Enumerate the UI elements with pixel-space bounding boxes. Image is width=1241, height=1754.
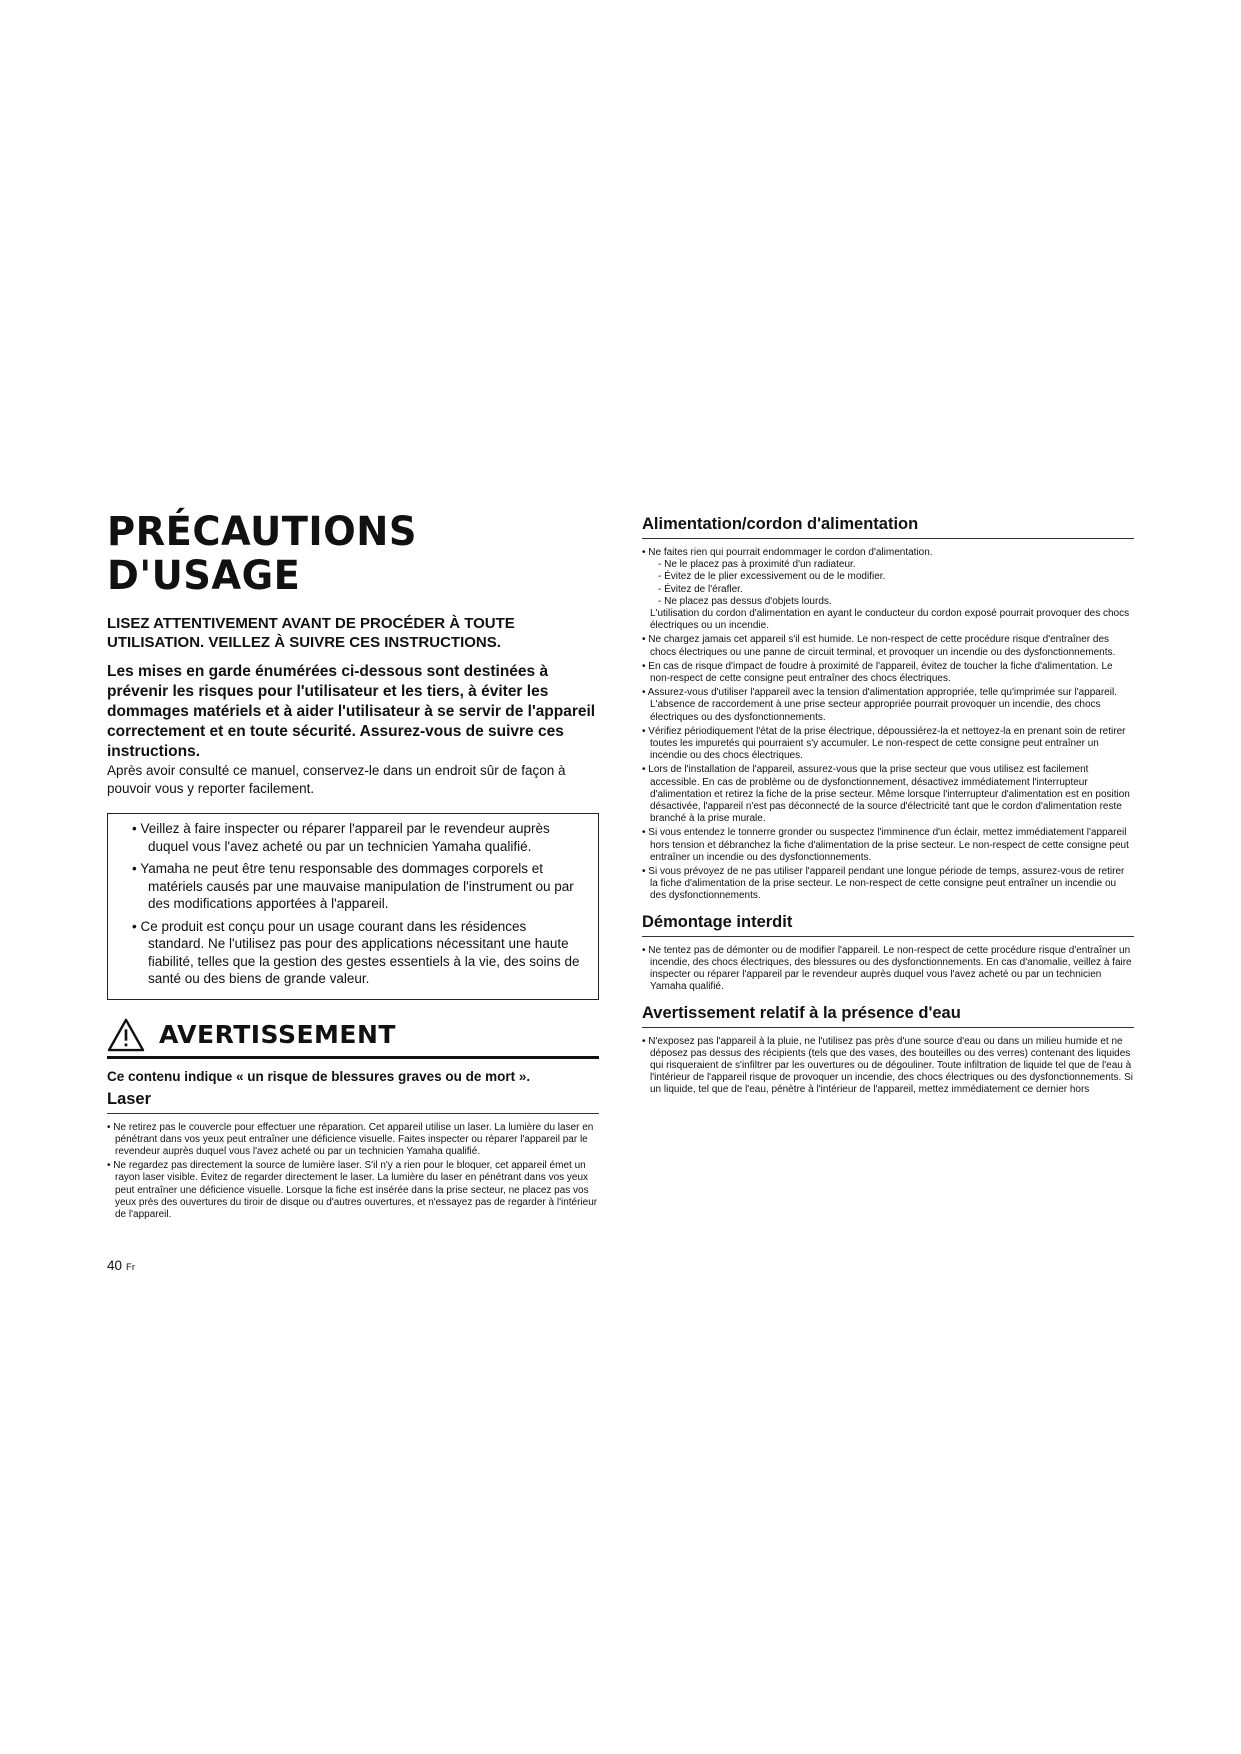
laser-list xyxy=(107,1122,599,1222)
power-intro: • Ne faites rien qui pourrait endommager le cordon d'alimentation. xyxy=(642,547,933,558)
list-item: • Ne chargez jamais cet appareil s'il est humide. Le non-respect de cette procédure risque d'entraîner des chocs électriques ou une panne de circuit terminal, et provoquer un incendie ou des dysfonctionnements. xyxy=(642,634,1116,658)
notice-box xyxy=(107,813,599,1000)
page-number-value: 40 xyxy=(107,1258,123,1273)
page-title: PRÉCAUTIONS D'USAGE xyxy=(107,509,418,599)
power-sub-item: - Évitez de le plier excessivement ou de le modifier. xyxy=(658,571,886,583)
power-heading: Alimentation/cordon d'alimentation xyxy=(642,515,1134,539)
list-item: • Vérifiez périodiquement l'état de la prise électrique, dépoussiérez-la et nettoyez-la en prenant soin de retirer toutes les impuretés qui pourraient s'y accumuler. Le non-respect de cette consigne peut entraîner un incendie ou des chocs électriques. xyxy=(642,725,1126,762)
list-item: • Ne retirez pas le couvercle pour effectuer une réparation. Cet appareil utilise un laser. La lumière du laser en pénétrant dans vos yeux peut entraîner une déficience visuelle. Faites inspecter ou réparer l'appareil par le revendeur auprès duquel vous l'avez acheté ou par un technicien Yamaha qualifié. xyxy=(107,1121,594,1157)
right-column xyxy=(642,515,1134,1099)
notice-item: • Yamaha ne peut être tenu responsable des dommages corporels et matériels causés par une mauvaise manipulation de l'instrument ou par des modifications apportées à l'appareil. xyxy=(132,861,574,911)
list-item: • Si vous prévoyez de ne pas utiliser l'appareil pendant une longue période de temps, assurez-vous de retirer la fiche d'alimentation de la prise secteur. Le non-respect de cette consigne peut entraîner un incendie ou des dysfonctionnements. xyxy=(642,866,1125,902)
list-item: • Assurez-vous d'utiliser l'appareil avec la tension d'alimentation appropriée, telle qu'imprimée sur l'appareil. L'absence de raccordement à une prise secteur appropriée pourrait provoquer un incendie, des chocs électriques ou des dysfonctionnements. xyxy=(642,687,1117,723)
water-heading: Avertissement relatif à la présence d'eau xyxy=(642,1004,1134,1028)
list-item xyxy=(642,547,1134,632)
page-number xyxy=(107,1258,135,1273)
disassembly-list xyxy=(642,945,1134,994)
keep-manual-paragraph: Après avoir consulté ce manuel, conservez-le dans un endroit sûr de façon à pouvoir vous y reporter facilement. xyxy=(107,763,566,796)
warning-header xyxy=(107,1018,599,1059)
warning-title: AVERTISSEMENT xyxy=(159,1020,396,1049)
lead-paragraph: Les mises en garde énumérées ci-dessous sont destinées à prévenir les risques pour l'utilisateur et les tiers, à éviter les dommages matériels et à aider l'utilisateur à se servir de l'appareil correctement et en toute sécurité. Assurez-vous de suivre ces instructions. xyxy=(107,663,596,760)
list-item: • En cas de risque d'impact de foudre à proximité de l'appareil, évitez de toucher la fiche d'alimentation. Le non-respect de cette consigne peut entraîner des chocs électriques. xyxy=(642,660,1113,685)
laser-heading: Laser xyxy=(107,1090,599,1114)
warning-subtitle: Ce contenu indique « un risque de blessures graves ou de mort ». xyxy=(107,1068,531,1084)
list-item: • N'exposez pas l'appareil à la pluie, ne l'utilisez pas près d'une source d'eau ou dans un milieu humide et ne déposez pas dessus des récipients (tels que des vases, des bouteilles ou des verres) contenant des liquides qui risqueraient de s'infiltrer par les ouvertures ou de dégouliner. Toute infiltration de liquide tel que de l'eau à l'intérieur de l'appareil risque de provoquer un incendie, des chocs électriques ou des dysfonctionnements. Si un liquide, tel que de l'eau, pénètre à l'intérieur de l'appareil, mettez immédiatement ce dernier hors xyxy=(642,1035,1133,1096)
warning-triangle-icon xyxy=(107,1018,145,1052)
list-item: • Si vous entendez le tonnerre gronder ou suspectez l'imminence d'un éclair, mettez immédiatement l'appareil hors tension et débranchez la fiche d'alimentation de la prise secteur. Le non-respect de cette consigne peut entraîner un incendie ou des dysfonctionnements. xyxy=(642,827,1129,863)
language-code: Fr xyxy=(126,1262,135,1273)
power-sub-item: - Évitez de l'érafler. xyxy=(658,583,743,595)
power-sub-item: - Ne le placez pas à proximité d'un radiateur. xyxy=(658,559,856,571)
notice-item: • Ce produit est conçu pour un usage courant dans les résidences standard. Ne l'utilisez pas pour des applications nécessitant une haute fiabilité, telles que la gestion des gestes essentiels à la vie, des soins de santé ou des biens de grande valeur. xyxy=(132,918,580,986)
disassembly-heading: Démontage interdit xyxy=(642,913,1134,937)
water-list xyxy=(642,1036,1134,1097)
list-item: • Lors de l'installation de l'appareil, assurez-vous que la prise secteur que vous utilisez est facilement accessible. En cas de problème ou de dysfonctionnement, désactivez immédiatement l'interrupteur d'alimentation et retirez la fiche de la prise secteur. Même lorsque l'interrupteur d'alimentation est en position désactivée, l'appareil n'est pas déconnecté de la source d'électricité tant que le cordon d'alimentation reste branché à la prise murale. xyxy=(642,764,1130,825)
notice-item: • Veillez à faire inspecter ou réparer l'appareil par le revendeur auprès duquel vous l'avez acheté ou par un technicien Yamaha qualifié. xyxy=(132,821,550,854)
read-carefully-heading: LISEZ ATTENTIVEMENT AVANT DE PROCÉDER À TOUTE UTILISATION. VEILLEZ À SUIVRE CES INSTRUCTIONS. xyxy=(107,615,515,651)
list-item: • Ne regardez pas directement la source de lumière laser. S'il n'y a rien pour le bloquer, cet appareil émet un rayon laser visible. Évitez de regarder directement le laser. La lumière du laser en pénétrant dans vos yeux peut entraîner une déficience visuelle. Lorsque la fiche est insérée dans la prise secteur, ne placez pas vos yeux près des ouvertures du tiroir de disque ou d'autres ouvertures, et n'essayez pas de regarder à l'intérieur de l'appareil. xyxy=(107,1160,598,1220)
list-item: • Ne tentez pas de démonter ou de modifier l'appareil. Le non-respect de cette procédure risque d'entraîner un incendie, des chocs électriques, des blessures ou des dysfonctionnements. En cas d'anomalie, veillez à faire inspecter ou réparer l'appareil par le revendeur auprès duquel vous l'avez acheté ou par un technicien Yamaha qualifié. xyxy=(642,944,1132,993)
left-column xyxy=(107,510,599,1223)
power-note: L'utilisation du cordon d'alimentation en ayant le conducteur du cordon exposé pourrait provoquer des chocs électriques ou un incendie. xyxy=(650,608,1130,632)
power-sub-item: - Ne placez pas dessus d'objets lourds. xyxy=(658,595,832,607)
power-list xyxy=(642,547,1134,903)
